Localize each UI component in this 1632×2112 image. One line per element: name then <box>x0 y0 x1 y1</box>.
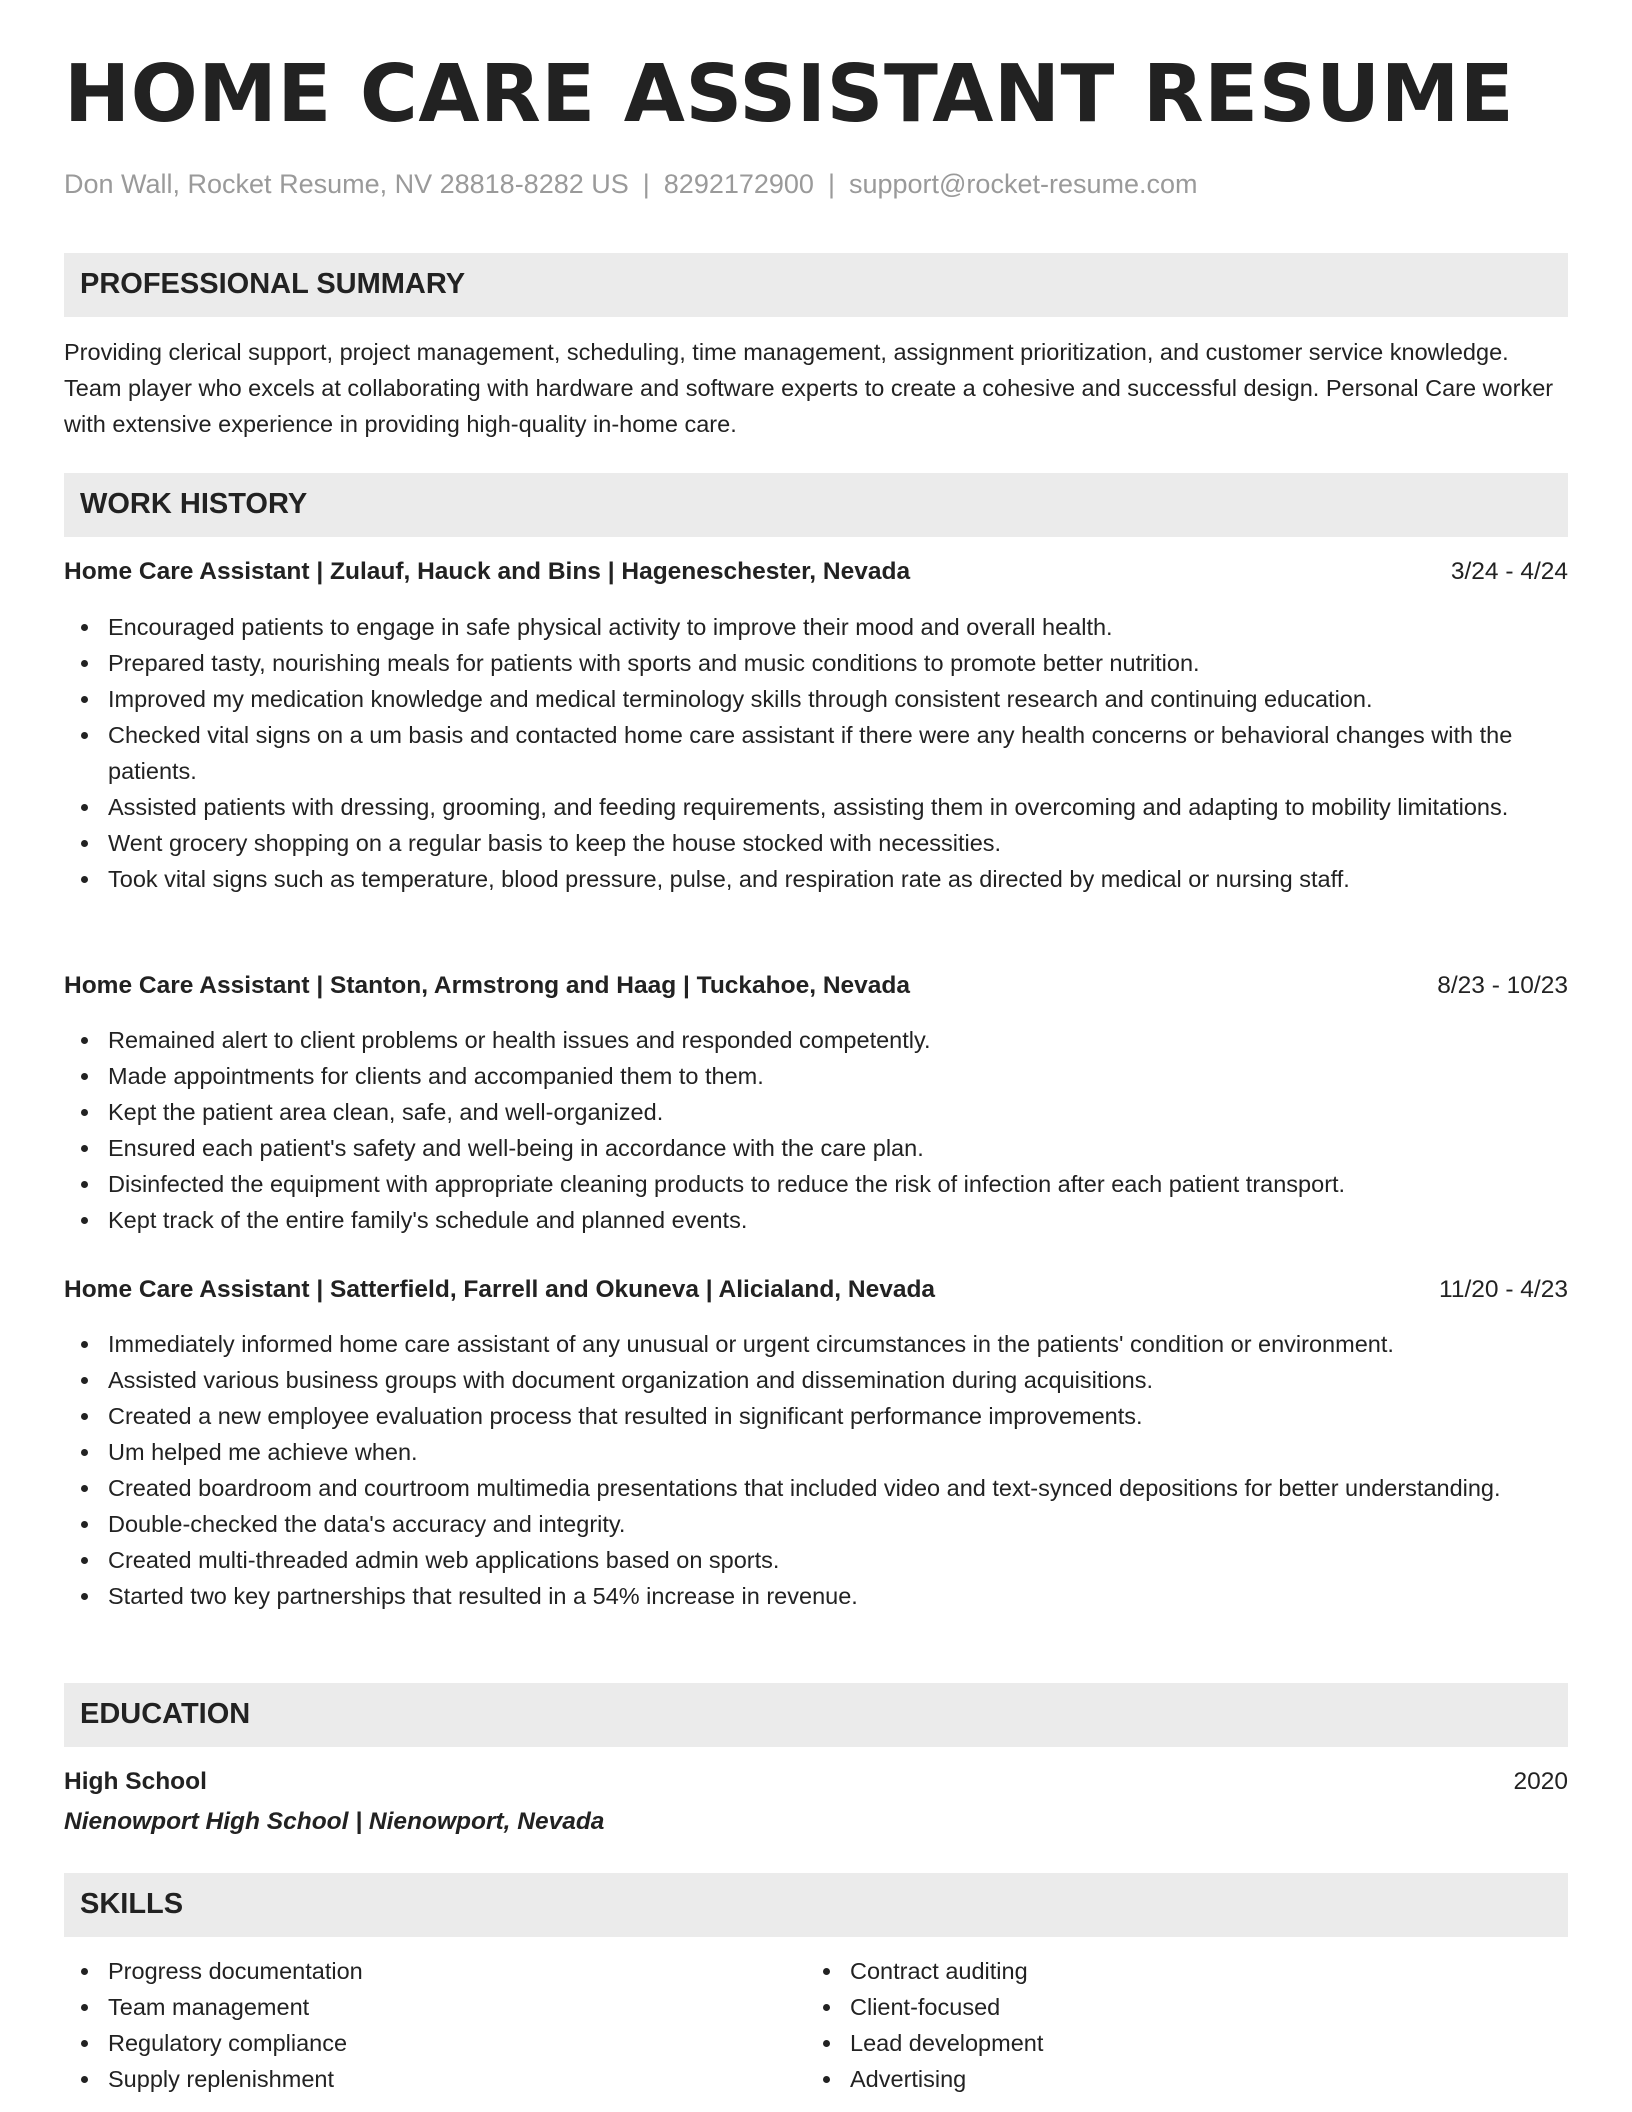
contact-address: Don Wall, Rocket Resume, NV 28818-8282 US <box>64 169 629 199</box>
education-section-header <box>64 1683 1568 1747</box>
summary-section-header <box>64 253 1568 317</box>
skill-item: Team management <box>64 1989 1568 2025</box>
skill-item: Client-focused <box>806 1989 1632 2025</box>
list-item: Encouraged patients to engage in safe physical activity to improve their mood and overall health. <box>64 609 1568 645</box>
list-item: Disinfected the equipment with appropriate cleaning products to reduce the risk of infection after each patient transport. <box>64 1166 1568 1202</box>
summary-text: Providing clerical support, project management, scheduling, time management, assignment prioritization, and customer service knowledge. Team player who excels at collaborating with hardware and software experts to create a cohesive and successful design. Personal Care worker with extensive experience in providing high-quality in-home care. <box>64 339 1554 437</box>
job-dates: 3/24 - 4/24 <box>1450 558 1568 585</box>
list-item: Um helped me achieve when. <box>64 1434 1568 1470</box>
list-item: Improved my medication knowledge and medical terminology skills through consistent research and continuing education. <box>64 681 1568 717</box>
education-degree: High School <box>64 1768 207 1795</box>
skill-item: Supply replenishment <box>64 2061 1568 2097</box>
job-header <box>64 554 1568 590</box>
job-dates: 11/20 - 4/23 <box>1439 1276 1568 1303</box>
section-heading: SKILLS <box>80 1888 184 1920</box>
contact-email: support@rocket-resume.com <box>848 169 1198 199</box>
job-bullets <box>64 609 1568 897</box>
list-item: Ensured each patient's safety and well-being in accordance with the care plan. <box>64 1130 1568 1166</box>
job-title: Home Care Assistant | Zulauf, Hauck and Bins | Hageneschester, Nevada <box>64 558 911 585</box>
job-bullets <box>64 1022 1568 1238</box>
section-heading: WORK HISTORY <box>80 488 308 520</box>
job-title: Home Care Assistant | Satterfield, Farrell and Okuneva | Alicialand, Nevada <box>64 1276 936 1303</box>
list-item: Started two key partnerships that resulted in a 54% increase in revenue. <box>64 1578 1568 1614</box>
list-item: Took vital signs such as temperature, blood pressure, pulse, and respiration rate as directed by medical or nursing staff. <box>64 861 1568 897</box>
list-item: Remained alert to client problems or health issues and responded competently. <box>64 1022 1568 1058</box>
section-heading: EDUCATION <box>80 1698 251 1730</box>
skills-section-header <box>64 1873 1568 1937</box>
list-item: Double-checked the data's accuracy and integrity. <box>64 1506 1568 1542</box>
skill-item: Contract auditing <box>806 1953 1632 1989</box>
list-item: Prepared tasty, nourishing meals for patients with sports and music conditions to promote better nutrition. <box>64 645 1568 681</box>
skill-item: Progress documentation <box>64 1953 1568 1989</box>
list-item: Assisted patients with dressing, grooming, and feeding requirements, assisting them in overcoming and adapting to mobility limitations. <box>64 789 1568 825</box>
resume-title: HOME CARE ASSISTANT RESUME <box>64 48 1515 140</box>
work-section-header <box>64 473 1568 537</box>
contact-line <box>64 168 1198 200</box>
job-title: Home Care Assistant | Stanton, Armstrong and Haag | Tuckahoe, Nevada <box>64 972 910 999</box>
list-item: Created multi-threaded admin web applications based on sports. <box>64 1542 1568 1578</box>
list-item: Made appointments for clients and accompanied them to them. <box>64 1058 1568 1094</box>
list-item: Assisted various business groups with document organization and dissemination during acquisitions. <box>64 1362 1568 1398</box>
list-item: Kept track of the entire family's schedule and planned events. <box>64 1202 1568 1238</box>
list-item: Created boardroom and courtroom multimedia presentations that included video and text-synced depositions for better understanding. <box>64 1470 1568 1506</box>
job-header <box>64 968 1568 1004</box>
contact-separator: | <box>642 169 650 199</box>
section-heading: PROFESSIONAL SUMMARY <box>80 268 466 300</box>
job-bullets <box>64 1326 1568 1614</box>
list-item: Kept the patient area clean, safe, and well-organized. <box>64 1094 1568 1130</box>
list-item: Checked vital signs on a um basis and contacted home care assistant if there were any health concerns or behavioral changes with the patients. <box>64 717 1568 789</box>
skill-item: Advertising <box>806 2061 1632 2097</box>
contact-phone: 8292172900 <box>663 169 814 199</box>
skills-list-right <box>806 1953 1632 2097</box>
job-dates: 8/23 - 10/23 <box>1437 972 1568 999</box>
education-school: Nienowport High School | Nienowport, Nevada <box>64 1808 605 1835</box>
skill-item: Regulatory compliance <box>64 2025 1568 2061</box>
list-item: Created a new employee evaluation process that resulted in significant performance improvements. <box>64 1398 1568 1434</box>
skill-item: Lead development <box>806 2025 1632 2061</box>
contact-separator: | <box>827 169 835 199</box>
job-header <box>64 1272 1568 1308</box>
education-year: 2020 <box>1513 1768 1568 1795</box>
list-item: Went grocery shopping on a regular basis to keep the house stocked with necessities. <box>64 825 1568 861</box>
list-item: Immediately informed home care assistant of any unusual or urgent circumstances in the patients' condition or environment. <box>64 1326 1568 1362</box>
